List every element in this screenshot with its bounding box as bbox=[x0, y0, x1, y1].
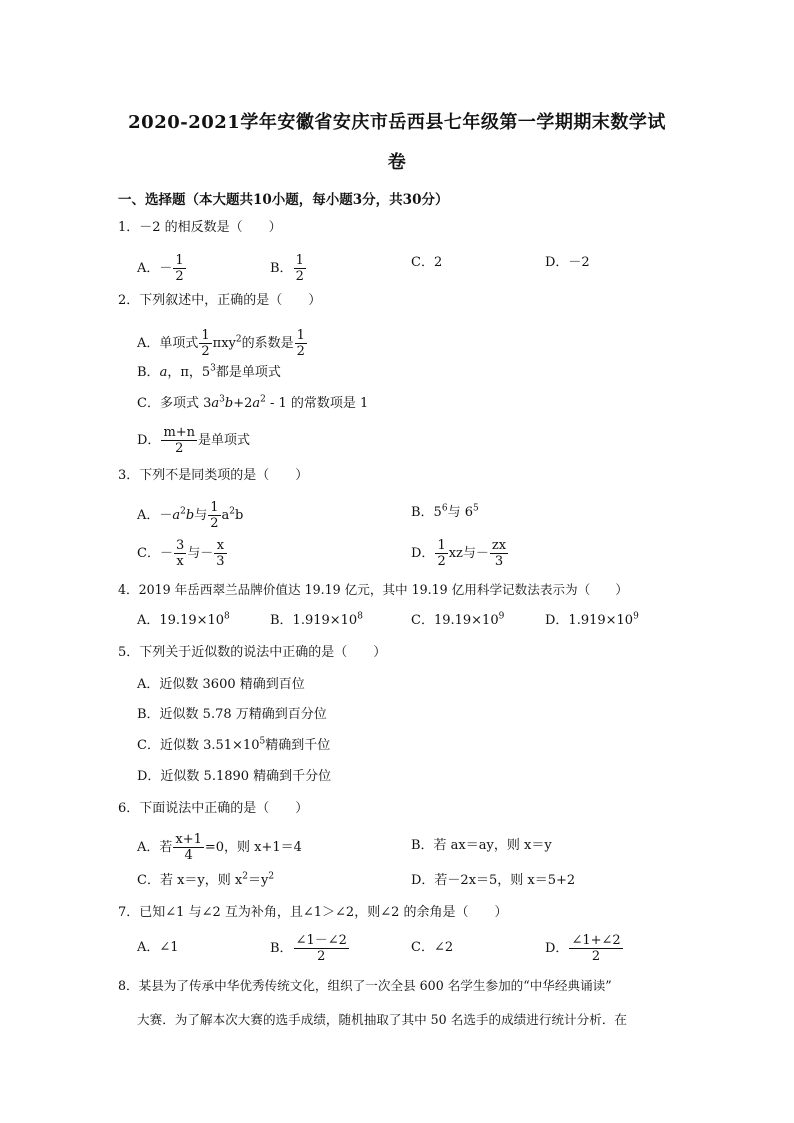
numerator: ∠1+∠2 bbox=[571, 933, 621, 948]
question-6-option-d: D．若－2x＝5，则 x＝5+2 bbox=[411, 873, 576, 888]
question-7-option-d bbox=[545, 933, 624, 964]
fraction bbox=[199, 328, 211, 359]
question-6-option-c bbox=[137, 873, 274, 889]
question-2-stem: 2．下列叙述中，正确的是（ ） bbox=[118, 293, 322, 308]
option-label: B． bbox=[137, 365, 160, 380]
fraction bbox=[161, 425, 197, 456]
question-5-option-d: D．近似数 5.1890 精确到千分位 bbox=[137, 769, 332, 784]
numerator: zx bbox=[491, 538, 507, 553]
option-text: B．5 bbox=[411, 505, 442, 520]
question-6-option-b: B．若 ax＝ay，则 x＝y bbox=[411, 838, 552, 853]
option-text: 与－ bbox=[187, 546, 214, 561]
numerator: 3 bbox=[175, 538, 185, 553]
option-label: B． bbox=[270, 941, 293, 956]
question-7-option-c: C．∠2 bbox=[411, 940, 454, 955]
denominator: 2 bbox=[294, 948, 349, 964]
denominator: x bbox=[174, 553, 186, 569]
denominator: 2 bbox=[569, 948, 622, 964]
exponent: 2 bbox=[268, 871, 275, 882]
option-text: 与 6 bbox=[447, 505, 473, 520]
option-text: C．若 x＝y，则 x bbox=[137, 873, 243, 888]
option-text: C．近似数 3.51×10 bbox=[137, 738, 260, 753]
exponent: 2 bbox=[260, 394, 266, 405]
option-a-text: A．单项式 bbox=[137, 336, 199, 351]
variable: a bbox=[211, 396, 220, 411]
question-5-option-b: B．近似数 5.78 万精确到百分位 bbox=[137, 707, 327, 722]
variable: b bbox=[185, 508, 195, 523]
question-1-option-b bbox=[270, 253, 307, 284]
question-4-option-c bbox=[411, 613, 504, 629]
question-1-option-a bbox=[137, 253, 187, 284]
question-3-option-b bbox=[411, 505, 479, 521]
question-3-option-c bbox=[137, 538, 228, 569]
question-6-stem: 6．下面说法中正确的是（ ） bbox=[118, 801, 309, 816]
question-5-option-a: A．近似数 3600 精确到百位 bbox=[137, 677, 305, 692]
exponent: 2 bbox=[180, 506, 186, 517]
variable: b bbox=[224, 396, 234, 411]
exponent: 6 bbox=[441, 503, 448, 514]
option-text: xz与－ bbox=[448, 546, 489, 561]
question-5-stem: 5．下列关于近似数的说法中正确的是（ ） bbox=[118, 645, 387, 660]
denominator: 2 bbox=[295, 269, 304, 284]
fraction bbox=[295, 328, 307, 359]
section-heading-choice: 一、选择题（本大题共10小题，每小题3分，共30分） bbox=[118, 192, 449, 208]
exponent: 3 bbox=[210, 363, 216, 374]
option-label: D． bbox=[137, 433, 161, 448]
option-text-2: 都是单项式 bbox=[215, 365, 281, 380]
numerator: 1 bbox=[175, 253, 184, 268]
question-8-line-2: 大赛．为了解本次大赛的选手成绩，随机抽取了其中 50 名选手的成绩进行统计分析．在 bbox=[137, 1012, 628, 1027]
question-7-stem: 7．已知∠1 与∠2 互为补角，且∠1＞∠2，则∠2 的余角是（ ） bbox=[118, 905, 508, 920]
question-2-option-d bbox=[137, 425, 250, 456]
numerator: 1 bbox=[437, 538, 446, 553]
option-text: D．1.919×10 bbox=[545, 613, 634, 628]
exponent: 9 bbox=[633, 611, 639, 622]
fraction bbox=[490, 538, 508, 569]
exponent: 2 bbox=[235, 334, 242, 345]
exam-title-line2: 卷 bbox=[387, 152, 407, 173]
exponent: 8 bbox=[357, 611, 363, 622]
denominator: 2 bbox=[296, 344, 305, 359]
numerator: 1 bbox=[296, 328, 305, 343]
variable: a bbox=[221, 508, 230, 523]
denominator: 3 bbox=[490, 553, 508, 569]
option-text: 是单项式 bbox=[198, 433, 251, 448]
numerator: x+1 bbox=[175, 832, 202, 847]
numerator: 1 bbox=[295, 253, 304, 268]
option-text: C．19.19×10 bbox=[411, 613, 499, 628]
variable: a bbox=[252, 396, 261, 411]
option-text: - 1 的常数项是 1 bbox=[265, 396, 369, 411]
exponent: 3 bbox=[219, 394, 225, 405]
question-3-option-d bbox=[411, 538, 509, 569]
question-3-option-a bbox=[137, 500, 243, 531]
fraction bbox=[173, 832, 204, 863]
exponent: 2 bbox=[242, 871, 248, 882]
denominator: 2 bbox=[201, 344, 210, 359]
fraction bbox=[294, 933, 349, 964]
question-4-stem: 4．2019 年岳西翠兰品牌价值达 19.19 亿元，其中 19.19 亿用科学记数法表示为（ ） bbox=[118, 582, 628, 597]
fraction bbox=[174, 538, 186, 569]
option-text: A．若 bbox=[137, 840, 173, 855]
question-3-stem: 3．下列不是同类项的是（ ） bbox=[118, 468, 309, 483]
fraction bbox=[214, 538, 226, 569]
denominator: 4 bbox=[173, 847, 204, 863]
fraction bbox=[294, 253, 306, 284]
fraction bbox=[435, 538, 447, 569]
variable: b bbox=[235, 508, 244, 523]
monomial: πxy bbox=[212, 336, 236, 351]
fraction bbox=[569, 933, 622, 964]
option-text: 与 bbox=[194, 508, 208, 523]
option-text: =0，则 x+1＝4 bbox=[204, 840, 302, 855]
numerator: x bbox=[216, 538, 225, 553]
denominator: 2 bbox=[161, 440, 197, 456]
question-2-option-b bbox=[137, 365, 281, 381]
question-7-option-a: A．∠1 bbox=[137, 940, 179, 955]
question-6-option-a bbox=[137, 832, 302, 863]
question-4-option-d bbox=[545, 613, 639, 629]
denominator: 3 bbox=[216, 554, 225, 569]
option-b-label: B． bbox=[270, 261, 293, 276]
exponent: 5 bbox=[259, 736, 266, 747]
numerator: m+n bbox=[163, 425, 196, 440]
fraction bbox=[173, 253, 185, 284]
option-text: D． bbox=[411, 546, 435, 561]
question-1-option-c: C．2 bbox=[411, 255, 443, 270]
question-2-option-a bbox=[137, 328, 308, 359]
question-2-option-c bbox=[137, 396, 368, 412]
denominator: 2 bbox=[437, 554, 446, 569]
option-text: C．－ bbox=[137, 546, 173, 561]
option-label: D． bbox=[545, 941, 569, 956]
exam-title-line1: 2020-2021学年安徽省安庆市岳西县七年级第一学期期末数学试 bbox=[128, 112, 666, 133]
question-4-option-b bbox=[270, 613, 363, 629]
exponent: 8 bbox=[224, 611, 230, 622]
option-a-text-2: 的系数是 bbox=[241, 336, 294, 351]
option-text: 精确到千位 bbox=[265, 738, 331, 753]
question-4-option-a bbox=[137, 613, 230, 629]
option-a-label: A．－ bbox=[137, 261, 173, 276]
question-8-line-1: 8．某县为了传承中华优秀传统文化，组织了一次全县 600 名学生参加的“中华经典诵读” bbox=[118, 978, 612, 993]
question-1-stem: 1．－2 的相反数是（ ） bbox=[118, 220, 282, 235]
numerator: 1 bbox=[210, 500, 219, 515]
denominator: 2 bbox=[210, 516, 219, 531]
option-text: A．－ bbox=[137, 508, 173, 523]
option-text: +2 bbox=[233, 396, 253, 411]
exponent: 9 bbox=[498, 611, 505, 622]
option-text: ，π，5 bbox=[167, 365, 211, 380]
option-text: ＝y bbox=[247, 873, 269, 888]
exponent: 2 bbox=[229, 506, 236, 517]
option-text: A．19.19×10 bbox=[137, 613, 225, 628]
variable: a bbox=[159, 365, 168, 380]
option-text: B．1.919×10 bbox=[270, 613, 358, 628]
question-1-option-d: D．－2 bbox=[545, 255, 590, 270]
exponent: 5 bbox=[472, 503, 479, 514]
denominator: 2 bbox=[175, 269, 184, 284]
numerator: 1 bbox=[201, 328, 210, 343]
question-7-option-b bbox=[270, 933, 350, 964]
fraction bbox=[208, 500, 220, 531]
option-text: C．多项式 3 bbox=[137, 396, 212, 411]
question-5-option-c bbox=[137, 738, 330, 754]
numerator: ∠1－∠2 bbox=[295, 933, 347, 948]
variable: a bbox=[172, 508, 181, 523]
